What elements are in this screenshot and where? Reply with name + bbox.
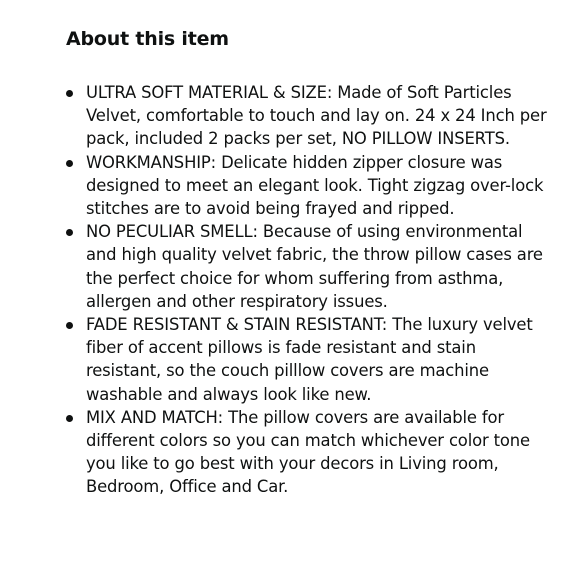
feature-bullet-list: [66, 81, 556, 499]
bullet-text: WORKMANSHIP: Delicate hidden zipper closure was designed to meet an elegant look. Tight zigzag over-lock stitches are to avoid being frayed and ripped.: [86, 152, 544, 219]
bullet-text: FADE RESISTANT & STAIN RESISTANT: The luxury velvet fiber of accent pillows is fade resistant and stain resistant, so the couch pilllow covers are machine washable and always look like new.: [86, 315, 533, 404]
about-this-item-section: [66, 26, 556, 499]
bullet-dot-icon: [66, 90, 73, 97]
feature-bullet-fade-resistant: [66, 313, 556, 406]
feature-bullet-material-size: [66, 81, 556, 151]
bullet-text: MIX AND MATCH: The pillow covers are available for different colors so you can match whichever color tone you like to go best with your decors in Living room, Bedroom, Office and Car.: [86, 407, 530, 497]
bullet-text: ULTRA SOFT MATERIAL & SIZE: Made of Soft Particles Velvet, comfortable to touch and lay on. 24 x 24 Inch per pack, included 2 packs per set, NO PILLOW INSERTS.: [86, 83, 547, 149]
feature-bullet-mix-match: [66, 406, 556, 499]
feature-bullet-no-smell: [66, 220, 556, 313]
bullet-dot-icon: [66, 160, 73, 167]
feature-bullet-workmanship: [66, 151, 556, 221]
bullet-dot-icon: [66, 229, 73, 236]
bullet-text: NO PECULIAR SMELL: Because of using environmental and high quality velvet fabric, the throw pillow cases are the perfect choice for whom suffering from asthma, allergen and other respiratory issues.: [86, 222, 543, 311]
bullet-dot-icon: [66, 415, 73, 422]
bullet-dot-icon: [66, 322, 73, 329]
section-title: About this item: [66, 28, 229, 50]
